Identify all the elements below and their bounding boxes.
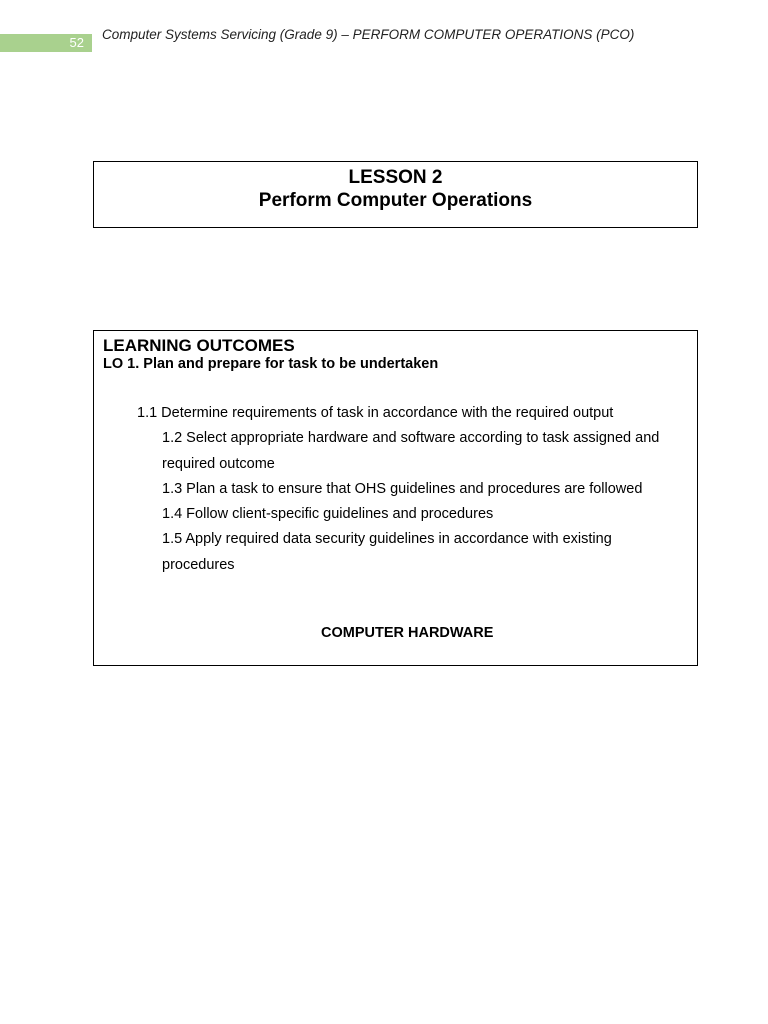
- outcome-item: 1.2 Select appropriate hardware and software according to task assigned and required outcome: [162, 430, 660, 472]
- outcome-item: 1.4 Follow client-specific guidelines and procedures: [162, 506, 494, 522]
- page-number-badge: [0, 34, 92, 52]
- outcome-item: 1.3 Plan a task to ensure that OHS guidelines and procedures are followed: [162, 481, 643, 497]
- learning-outcome-title: LO 1. Plan and prepare for task to be undertaken: [103, 356, 439, 372]
- running-header: Computer Systems Servicing (Grade 9) – PERFORM COMPUTER OPERATIONS (PCO): [102, 27, 635, 42]
- outcome-item: 1.1 Determine requirements of task in accordance with the required output: [137, 405, 614, 421]
- learning-outcomes-heading: LEARNING OUTCOMES: [103, 336, 295, 355]
- lesson-title-box: [93, 161, 698, 228]
- section-heading-computer-hardware: COMPUTER HARDWARE: [321, 625, 494, 641]
- outcome-item: 1.5 Apply required data security guidelines in accordance with existing procedures: [162, 531, 612, 573]
- learning-outcomes-box: [93, 330, 698, 666]
- lesson-title: Perform Computer Operations: [258, 190, 533, 211]
- lesson-number: LESSON 2: [348, 167, 443, 188]
- page-number: 52: [69, 35, 84, 50]
